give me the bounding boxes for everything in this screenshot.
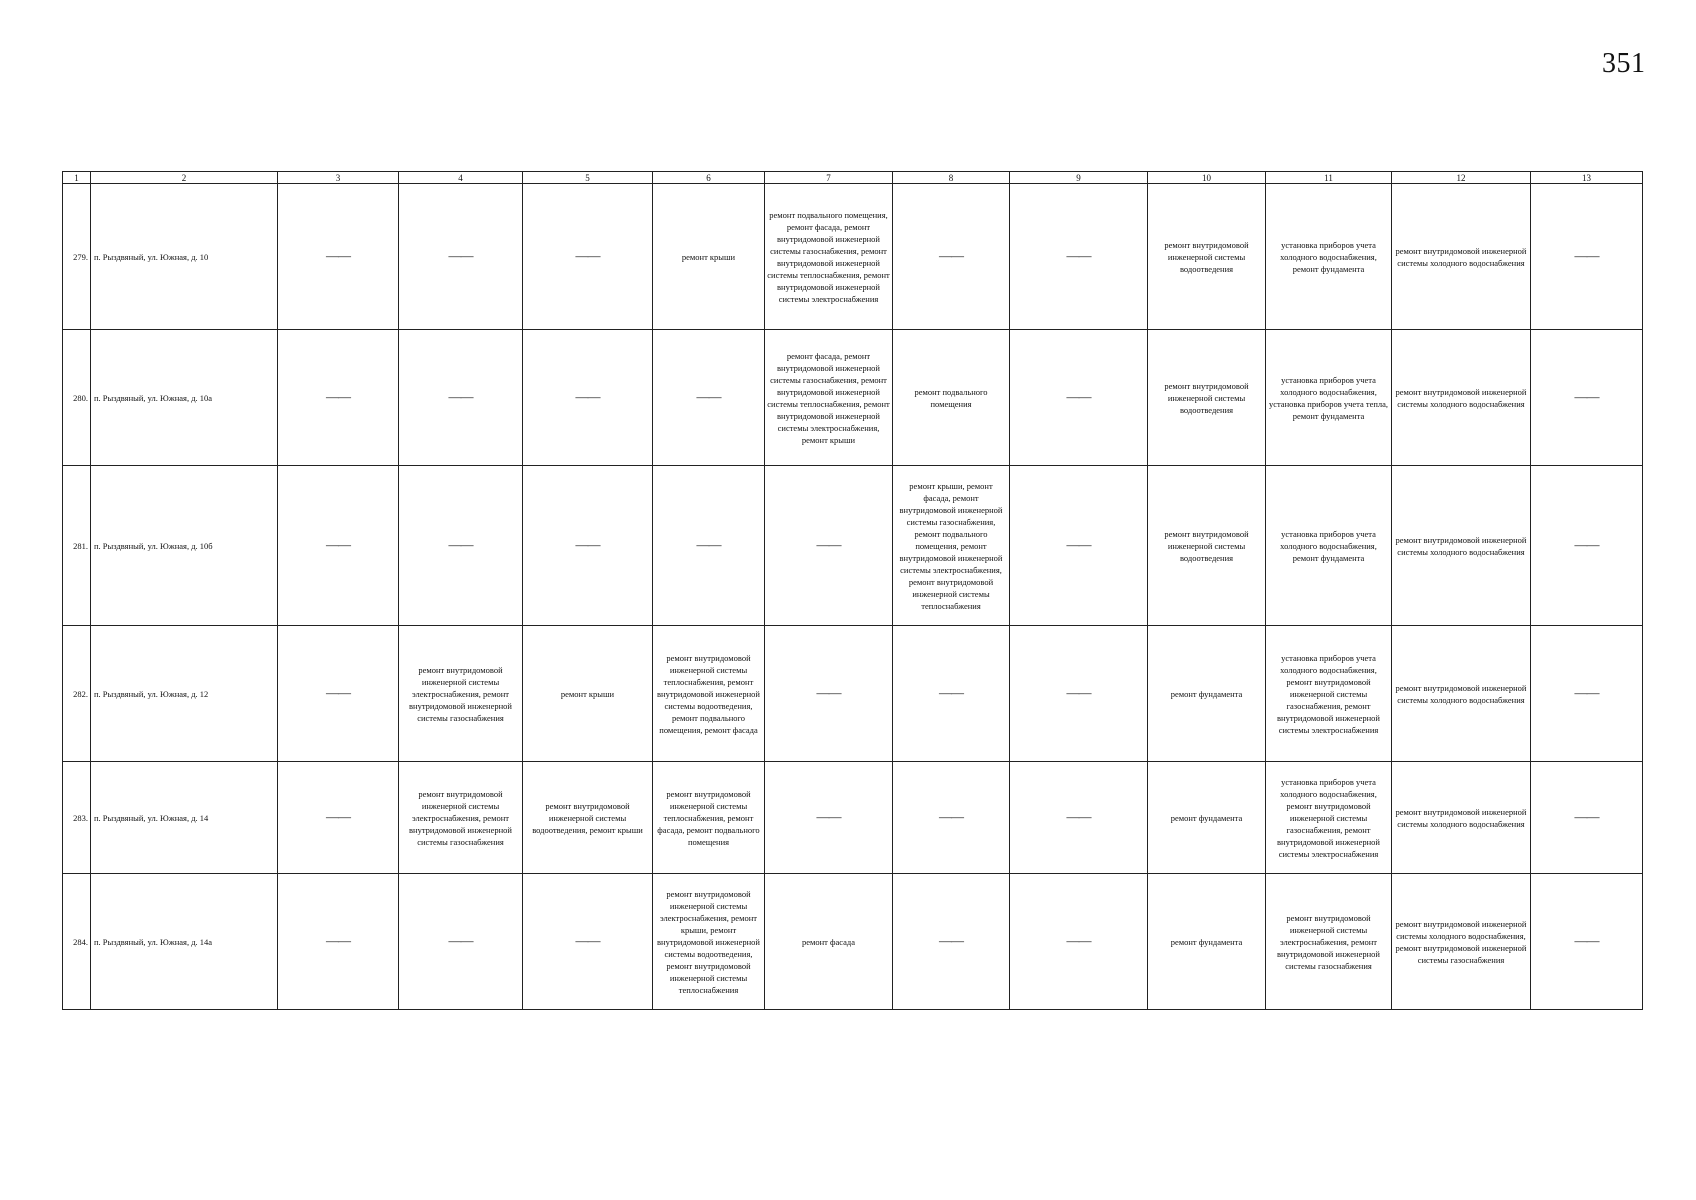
column-header: 9 <box>1010 172 1148 184</box>
dash-mark: —— <box>1574 933 1599 948</box>
dash-mark: —— <box>939 809 963 824</box>
dash-mark: —— <box>575 389 600 404</box>
dash-mark: —— <box>1574 537 1599 552</box>
work-cell: ремонт внутридомовой инженерной системы электроснабжения, ремонт внутридомовой инженерной системы газоснабжения <box>399 762 523 874</box>
work-cell: ремонт внутридомовой инженерной системы водоотведения <box>1148 330 1266 466</box>
work-cell: ремонт внутридомовой инженерной системы холодного водоснабжения <box>1392 466 1531 626</box>
repair-schedule-table <box>62 171 1643 1010</box>
work-cell: ремонт крыши <box>653 184 765 330</box>
dash-mark: —— <box>939 933 963 948</box>
table-body <box>63 184 1643 1010</box>
empty-dash-cell <box>765 762 893 874</box>
work-cell: ремонт внутридомовой инженерной системы холодного водоснабжения <box>1392 626 1531 762</box>
dash-mark: —— <box>326 389 350 404</box>
dash-mark: —— <box>448 389 473 404</box>
dash-mark: —— <box>575 248 600 263</box>
row-number: 279. <box>63 184 91 330</box>
empty-dash-cell <box>523 466 653 626</box>
column-header: 7 <box>765 172 893 184</box>
empty-dash-cell <box>523 330 653 466</box>
empty-dash-cell <box>1531 626 1643 762</box>
empty-dash-cell <box>1010 184 1148 330</box>
work-cell: ремонт подвального помещения, ремонт фасада, ремонт внутридомовой инженерной системы газоснабжения, ремонт внутридомовой инженерной системы теплоснабжения, ремонт внутридомовой инженерной системы электроснабжения <box>765 184 893 330</box>
dash-mark: —— <box>326 809 350 824</box>
empty-dash-cell <box>765 466 893 626</box>
column-header: 8 <box>893 172 1010 184</box>
empty-dash-cell <box>278 626 399 762</box>
column-header: 12 <box>1392 172 1531 184</box>
work-cell: ремонт внутридомовой инженерной системы водоотведения, ремонт крыши <box>523 762 653 874</box>
empty-dash-cell <box>893 626 1010 762</box>
dash-mark: —— <box>326 537 350 552</box>
dash-mark: —— <box>575 537 600 552</box>
address-cell: п. Рыздвяный, ул. Южная, д. 14а <box>91 874 278 1010</box>
work-cell: ремонт внутридомовой инженерной системы теплоснабжения, ремонт фасада, ремонт подвального помещения <box>653 762 765 874</box>
column-header: 1 <box>63 172 91 184</box>
column-header: 2 <box>91 172 278 184</box>
row-number: 284. <box>63 874 91 1010</box>
column-header: 10 <box>1148 172 1266 184</box>
empty-dash-cell <box>278 762 399 874</box>
empty-dash-cell <box>523 184 653 330</box>
row-number: 282. <box>63 626 91 762</box>
empty-dash-cell <box>765 626 893 762</box>
row-number: 280. <box>63 330 91 466</box>
table-row <box>63 762 1643 874</box>
dash-mark: —— <box>696 389 721 404</box>
dash-mark: —— <box>1066 537 1091 552</box>
work-cell: ремонт подвального помещения <box>893 330 1010 466</box>
column-header: 6 <box>653 172 765 184</box>
work-cell: ремонт внутридомовой инженерной системы теплоснабжения, ремонт внутридомовой инженерной системы водоотведения, ремонт подвального помещения, ремонт фасада <box>653 626 765 762</box>
column-header: 4 <box>399 172 523 184</box>
empty-dash-cell <box>399 330 523 466</box>
dash-mark: —— <box>1066 809 1091 824</box>
address-cell: п. Рыздвяный, ул. Южная, д. 14 <box>91 762 278 874</box>
empty-dash-cell <box>399 874 523 1010</box>
work-cell: ремонт фундамента <box>1148 874 1266 1010</box>
column-number-row <box>63 172 1643 184</box>
work-cell: ремонт внутридомовой инженерной системы электроснабжения, ремонт внутридомовой инженерной системы газоснабжения <box>399 626 523 762</box>
empty-dash-cell <box>653 330 765 466</box>
work-cell: ремонт фундамента <box>1148 762 1266 874</box>
dash-mark: —— <box>1066 389 1091 404</box>
dash-mark: —— <box>816 809 841 824</box>
empty-dash-cell <box>1531 184 1643 330</box>
empty-dash-cell <box>278 874 399 1010</box>
dash-mark: —— <box>575 933 600 948</box>
work-cell: ремонт внутридомовой инженерной системы электроснабжения, ремонт крыши, ремонт внутридомовой инженерной системы водоотведения, ремонт внутридомовой инженерной системы теплоснабжения <box>653 874 765 1010</box>
address-cell: п. Рыздвяный, ул. Южная, д. 10 <box>91 184 278 330</box>
table-row <box>63 184 1643 330</box>
empty-dash-cell <box>1531 762 1643 874</box>
work-cell: ремонт внутридомовой инженерной системы водоотведения <box>1148 466 1266 626</box>
empty-dash-cell <box>893 184 1010 330</box>
empty-dash-cell <box>1010 874 1148 1010</box>
work-cell: установка приборов учета холодного водоснабжения, ремонт фундамента <box>1266 184 1392 330</box>
empty-dash-cell <box>1531 874 1643 1010</box>
work-cell: ремонт внутридомовой инженерной системы холодного водоснабжения <box>1392 330 1531 466</box>
dash-mark: —— <box>1574 389 1599 404</box>
address-cell: п. Рыздвяный, ул. Южная, д. 10а <box>91 330 278 466</box>
dash-mark: —— <box>1066 248 1091 263</box>
column-header: 13 <box>1531 172 1643 184</box>
dash-mark: —— <box>448 537 473 552</box>
empty-dash-cell <box>1010 330 1148 466</box>
empty-dash-cell <box>893 874 1010 1010</box>
dash-mark: —— <box>696 537 721 552</box>
dash-mark: —— <box>816 685 841 700</box>
work-cell: ремонт внутридомовой инженерной системы холодного водоснабжения <box>1392 184 1531 330</box>
work-cell: ремонт фасада <box>765 874 893 1010</box>
table-row <box>63 626 1643 762</box>
work-cell: установка приборов учета холодного водоснабжения, установка приборов учета тепла, ремонт фундамента <box>1266 330 1392 466</box>
dash-mark: —— <box>1066 685 1091 700</box>
empty-dash-cell <box>523 874 653 1010</box>
column-header: 11 <box>1266 172 1392 184</box>
empty-dash-cell <box>399 184 523 330</box>
work-cell: ремонт внутридомовой инженерной системы электроснабжения, ремонт внутридомовой инженерной системы газоснабжения <box>1266 874 1392 1010</box>
empty-dash-cell <box>653 466 765 626</box>
dash-mark: —— <box>939 248 963 263</box>
dash-mark: —— <box>939 685 963 700</box>
table-row <box>63 874 1643 1010</box>
empty-dash-cell <box>399 466 523 626</box>
empty-dash-cell <box>278 330 399 466</box>
dash-mark: —— <box>326 685 350 700</box>
empty-dash-cell <box>278 184 399 330</box>
work-cell: ремонт внутридомовой инженерной системы холодного водоснабжения <box>1392 762 1531 874</box>
table-row <box>63 330 1643 466</box>
work-cell: ремонт крыши, ремонт фасада, ремонт внутридомовой инженерной системы газоснабжения, ремонт подвального помещения, ремонт внутридомовой инженерной системы электроснабжения, ремонт внутридомовой инженерной системы теплоснабжения <box>893 466 1010 626</box>
work-cell: ремонт крыши <box>523 626 653 762</box>
empty-dash-cell <box>893 762 1010 874</box>
empty-dash-cell <box>1531 330 1643 466</box>
row-number: 283. <box>63 762 91 874</box>
dash-mark: —— <box>326 248 350 263</box>
column-header: 5 <box>523 172 653 184</box>
dash-mark: —— <box>1574 685 1599 700</box>
work-cell: ремонт внутридомовой инженерной системы холодного водоснабжения, ремонт внутридомовой инженерной системы газоснабжения <box>1392 874 1531 1010</box>
dash-mark: —— <box>448 248 473 263</box>
address-cell: п. Рыздвяный, ул. Южная, д. 10б <box>91 466 278 626</box>
empty-dash-cell <box>1010 466 1148 626</box>
table-row <box>63 466 1643 626</box>
dash-mark: —— <box>448 933 473 948</box>
address-cell: п. Рыздвяный, ул. Южная, д. 12 <box>91 626 278 762</box>
dash-mark: —— <box>326 933 350 948</box>
empty-dash-cell <box>1010 762 1148 874</box>
dash-mark: —— <box>1066 933 1091 948</box>
empty-dash-cell <box>1010 626 1148 762</box>
work-cell: установка приборов учета холодного водоснабжения, ремонт фундамента <box>1266 466 1392 626</box>
dash-mark: —— <box>1574 809 1599 824</box>
row-number: 281. <box>63 466 91 626</box>
work-cell: ремонт фундамента <box>1148 626 1266 762</box>
work-cell: ремонт внутридомовой инженерной системы водоотведения <box>1148 184 1266 330</box>
empty-dash-cell <box>278 466 399 626</box>
empty-dash-cell <box>1531 466 1643 626</box>
column-header: 3 <box>278 172 399 184</box>
page-number: 351 <box>1602 48 1646 79</box>
dash-mark: —— <box>816 537 841 552</box>
work-cell: установка приборов учета холодного водоснабжения, ремонт внутридомовой инженерной системы газоснабжения, ремонт внутридомовой инженерной системы электроснабжения <box>1266 626 1392 762</box>
work-cell: установка приборов учета холодного водоснабжения, ремонт внутридомовой инженерной системы газоснабжения, ремонт внутридомовой инженерной системы электроснабжения <box>1266 762 1392 874</box>
dash-mark: —— <box>1574 248 1599 263</box>
work-cell: ремонт фасада, ремонт внутридомовой инженерной системы газоснабжения, ремонт внутридомовой инженерной системы теплоснабжения, ремонт внутридомовой инженерной системы электроснабжения, ремонт крыши <box>765 330 893 466</box>
